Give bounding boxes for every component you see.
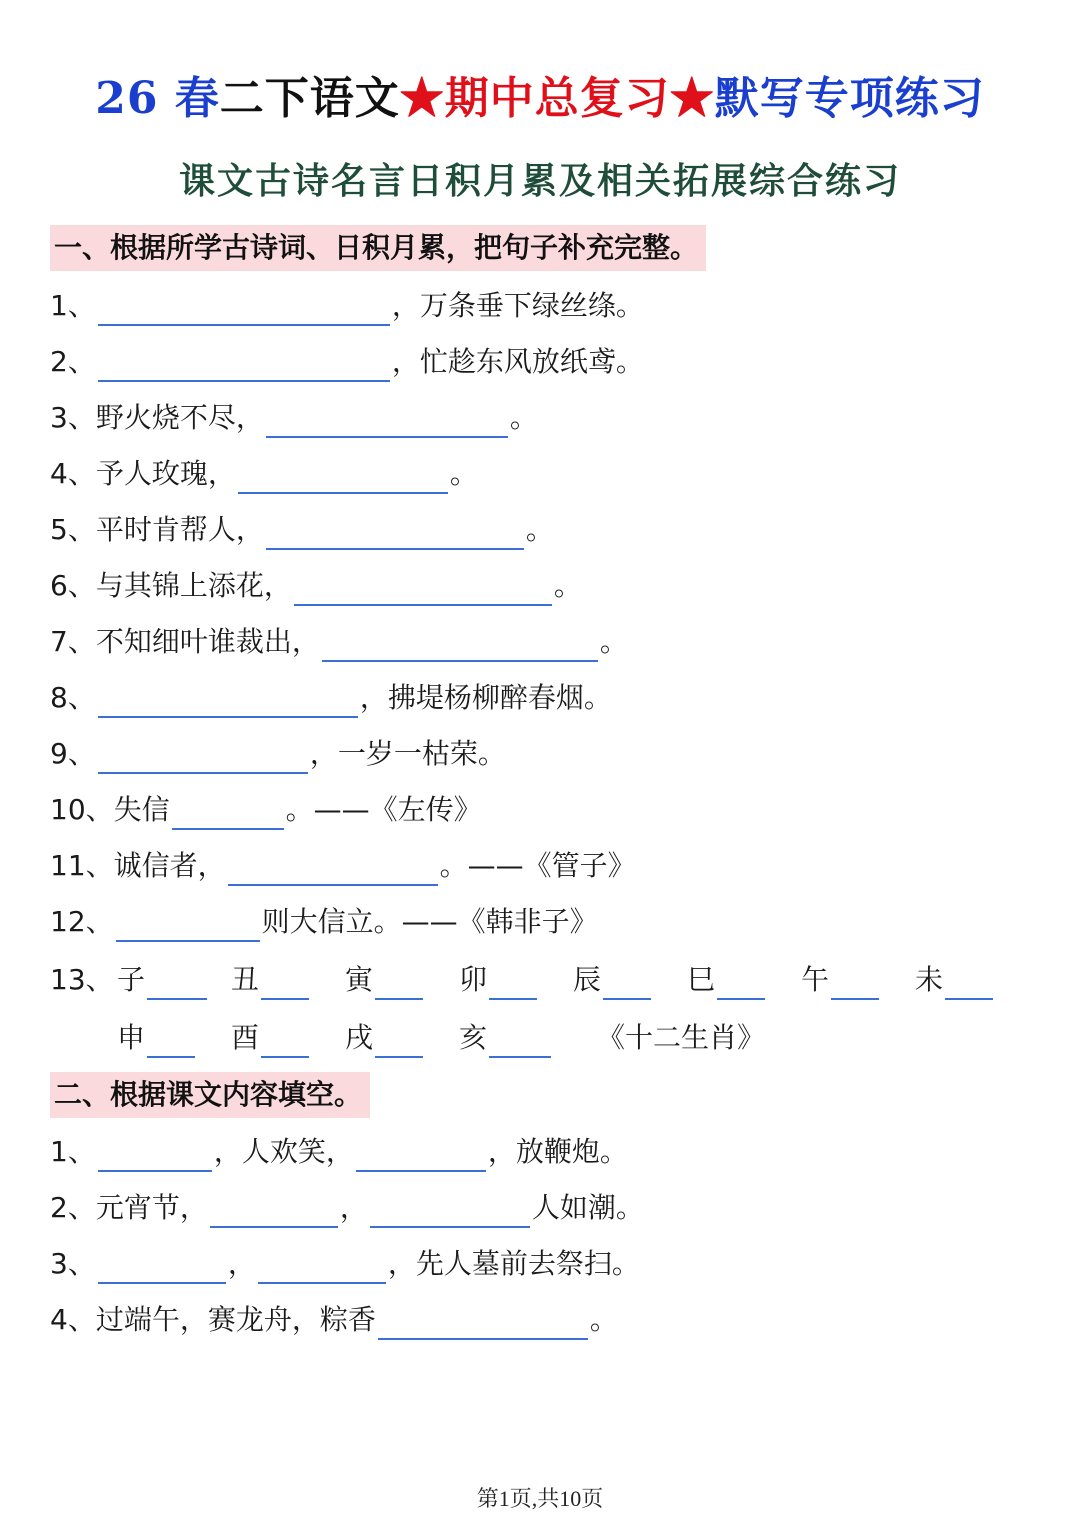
item-number: 11、 [50, 849, 114, 882]
item-number: 12、 [50, 905, 114, 938]
title-part-review: ★期中总复习★ [399, 73, 715, 124]
answer-blank[interactable] [258, 1252, 386, 1284]
item-text: 与其锦上添花， [95, 569, 292, 602]
item-number: 1、 [50, 1135, 96, 1168]
item-number: 10、 [50, 793, 114, 826]
item-text: 则大信立。——《韩非子》 [261, 905, 598, 938]
answer-blank[interactable] [261, 1026, 309, 1058]
item-number: 3、 [50, 401, 96, 434]
s1-item-3 [50, 398, 538, 438]
answer-blank[interactable] [378, 1308, 588, 1340]
zodiac-char: 酉 [231, 1021, 260, 1054]
answer-blank[interactable] [375, 1026, 423, 1058]
s1-item-9 [50, 734, 506, 774]
answer-blank[interactable] [98, 350, 390, 382]
item-text: 元宵节， [95, 1191, 208, 1224]
section-1-heading: 一、根据所学古诗词、日积月累，把句子补充完整。 [50, 225, 706, 271]
answer-blank[interactable] [98, 1252, 226, 1284]
zodiac-char: 巳 [687, 963, 716, 996]
zodiac-cell [801, 960, 881, 1000]
answer-blank[interactable] [172, 798, 284, 830]
page-title [0, 62, 1080, 126]
zodiac-cell [117, 960, 209, 1000]
zodiac-cell [231, 1018, 311, 1058]
item-text: 。 [509, 401, 538, 434]
zodiac-cell [687, 960, 767, 1000]
item-text: 失信 [113, 793, 170, 826]
item-text: 平时肯帮人， [95, 513, 264, 546]
page-footer: 第1页,共10页 [476, 1486, 604, 1511]
item-text: ，人欢笑， [213, 1135, 354, 1168]
item-text: 予人玫瑰， [95, 457, 236, 490]
answer-blank[interactable] [266, 518, 524, 550]
page-subtitle: 课文古诗名言日积月累及相关拓展综合练习 [178, 160, 901, 202]
answer-blank[interactable] [831, 968, 879, 1000]
zodiac-char: 午 [801, 963, 830, 996]
s1-item-4 [50, 454, 478, 494]
item-text: 野火烧不尽， [95, 401, 264, 434]
answer-blank[interactable] [489, 968, 537, 1000]
item-text: 过端午，赛龙舟，粽香 [95, 1303, 376, 1336]
answer-blank[interactable] [370, 1196, 530, 1228]
answer-blank[interactable] [322, 630, 598, 662]
zodiac-char: 丑 [231, 963, 260, 996]
item-text: ，一岁一枯荣。 [309, 737, 506, 770]
item-number: 6、 [50, 569, 96, 602]
s2-item-4 [50, 1300, 618, 1340]
zodiac-char: 子 [117, 963, 146, 996]
item-text: 。 [589, 1303, 618, 1336]
s1-item-1 [50, 286, 644, 326]
item-text: 诚信者， [113, 849, 226, 882]
answer-blank[interactable] [98, 742, 308, 774]
item-text: 。 [553, 569, 582, 602]
item-number: 8、 [50, 681, 96, 714]
item-text: 不知细叶谁裁出， [95, 625, 320, 658]
item-number: 5、 [50, 513, 96, 546]
s1-item-7 [50, 622, 628, 662]
section-2-heading: 二、根据课文内容填空。 [50, 1072, 370, 1118]
item-text: 。——《管子》 [439, 849, 636, 882]
answer-blank[interactable] [356, 1140, 486, 1172]
zodiac-cell [345, 1018, 425, 1058]
item-text: 。 [449, 457, 478, 490]
item-text: 。 [525, 513, 554, 546]
item-text: ，万条垂下绿丝绦。 [391, 289, 644, 322]
item-text: ， [227, 1247, 256, 1280]
answer-blank[interactable] [98, 294, 390, 326]
s1-item-13-number: 13、 [50, 963, 114, 996]
zodiac-cell [573, 960, 653, 1000]
answer-blank[interactable] [147, 1026, 195, 1058]
item-number: 2、 [50, 345, 96, 378]
answer-blank[interactable] [717, 968, 765, 1000]
answer-blank[interactable] [210, 1196, 338, 1228]
answer-blank[interactable] [266, 406, 508, 438]
zodiac-cell [915, 960, 995, 1000]
s1-item-2 [50, 342, 644, 382]
item-number: 9、 [50, 737, 96, 770]
zodiac-char: 戌 [345, 1021, 374, 1054]
answer-blank[interactable] [261, 968, 309, 1000]
s1-item-11 [50, 846, 636, 886]
zodiac-cell [231, 960, 311, 1000]
answer-blank[interactable] [945, 968, 993, 1000]
item-text: 。——《左传》 [285, 793, 482, 826]
item-number: 7、 [50, 625, 96, 658]
answer-blank[interactable] [116, 910, 260, 942]
item-text: 。 [599, 625, 628, 658]
answer-blank[interactable] [147, 968, 207, 1000]
item-text: 人如潮。 [531, 1191, 644, 1224]
answer-blank[interactable] [489, 1026, 551, 1058]
title-part-subject: 二下语文 [219, 73, 400, 124]
s2-item-3 [50, 1244, 640, 1284]
zodiac-char: 亥 [459, 1021, 488, 1054]
zodiac-char: 未 [915, 963, 944, 996]
item-text: ，忙趁东风放纸鸢。 [391, 345, 644, 378]
s2-item-1 [50, 1132, 628, 1172]
answer-blank[interactable] [228, 854, 438, 886]
s2-item-2 [50, 1188, 644, 1228]
zodiac-cell [459, 1018, 553, 1058]
item-number: 1、 [50, 289, 96, 322]
zodiac-char: 申 [117, 1021, 146, 1054]
s1-item-8 [50, 678, 612, 718]
s1-item-5 [50, 510, 554, 550]
zodiac-char: 寅 [345, 963, 374, 996]
item-text: ，拂堤杨柳醉春烟。 [359, 681, 612, 714]
answer-blank[interactable] [98, 1140, 212, 1172]
answer-blank[interactable] [603, 968, 651, 1000]
answer-blank[interactable] [294, 574, 552, 606]
zodiac-char: 卯 [459, 963, 488, 996]
answer-blank[interactable] [238, 462, 448, 494]
zodiac-cell [459, 960, 539, 1000]
item-text: ， [339, 1191, 368, 1224]
item-number: 3、 [50, 1247, 96, 1280]
zodiac-cell [117, 1018, 197, 1058]
title-part-grade: 26 春 [95, 73, 220, 124]
s1-item-10 [50, 790, 482, 830]
title-part-dictation: 默写专项练习 [714, 73, 985, 124]
zodiac-cell [345, 960, 425, 1000]
item-text: ，先人墓前去祭扫。 [387, 1247, 640, 1280]
s1-item-6 [50, 566, 582, 606]
answer-blank[interactable] [375, 968, 423, 1000]
answer-blank[interactable] [98, 686, 358, 718]
item-text: ，放鞭炮。 [487, 1135, 628, 1168]
item-number: 2、 [50, 1191, 96, 1224]
item-number: 4、 [50, 457, 96, 490]
zodiac-source: 《十二生肖》 [597, 1021, 766, 1054]
zodiac-char: 辰 [573, 963, 602, 996]
item-number: 4、 [50, 1303, 96, 1336]
s1-item-12 [50, 902, 598, 942]
